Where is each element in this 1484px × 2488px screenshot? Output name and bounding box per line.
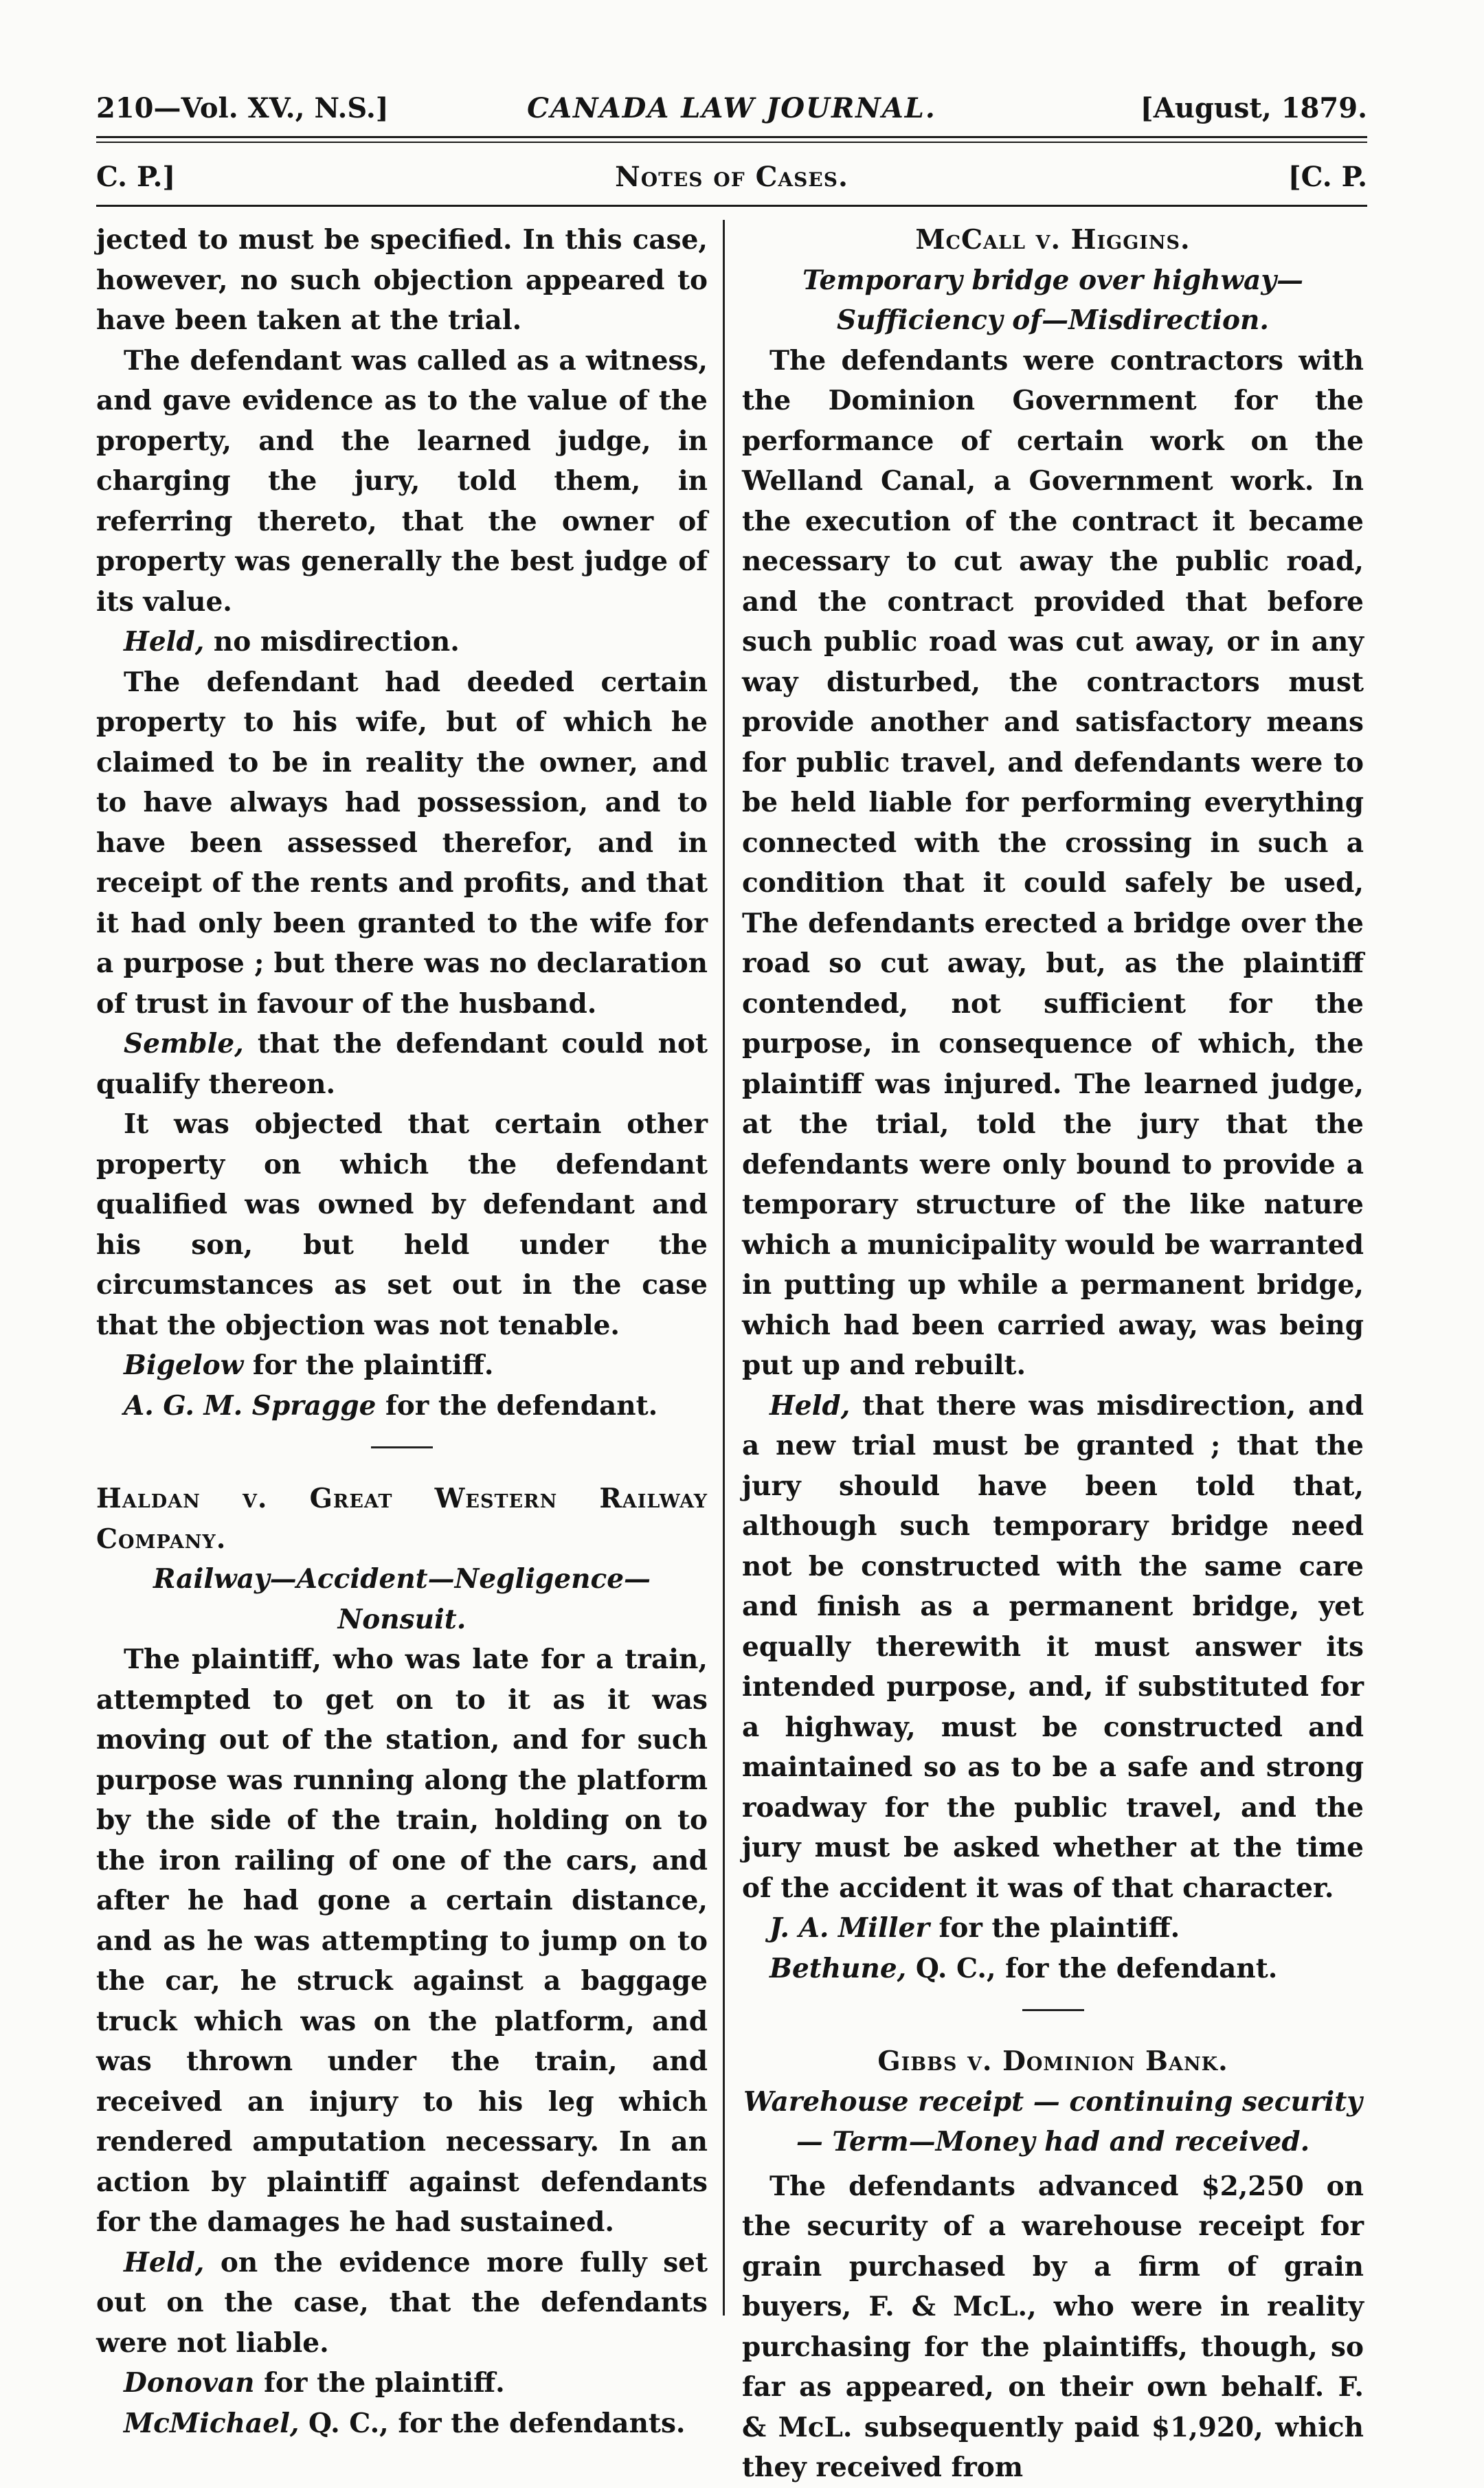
- column-divider: [723, 220, 725, 2316]
- counsel-name: A. G. M. Spragge: [124, 1389, 376, 1422]
- journal-title: CANADA LAW JOURNAL.: [527, 92, 936, 124]
- held-paragraph: [96, 2243, 708, 2364]
- case-subtitle: Warehouse receipt — continuing security — Term—Money had and received.: [743, 2085, 1362, 2158]
- held-paragraph: [742, 1386, 1364, 1909]
- running-head: [96, 88, 1367, 126]
- counsel-role: Q. C., for the defendant.: [906, 1952, 1278, 1984]
- semble-text: that the defendant could not qualify thereon.: [96, 1028, 708, 1100]
- counsel-line: [96, 1386, 708, 1426]
- counsel-name: McMichael,: [124, 2407, 300, 2439]
- header-rule-bottom: [96, 142, 1367, 143]
- counsel-role: for the plaintiff.: [929, 1912, 1180, 1944]
- counsel-line: [742, 1949, 1364, 1989]
- case-title: Gibbs v. Dominion Bank.: [877, 2046, 1228, 2077]
- court-left: C. P.]: [96, 161, 176, 193]
- counsel-role: for the plaintiff.: [243, 1349, 494, 1381]
- paragraph: The defendants were contractors with the Dominion Government for the performance of certain work on the Welland Canal, a Government work. In the execution of the contract it became necessary to cut away the public road, and the contract provided that before such public road was cut away, or in any way disturbed, the contractors must provide another and satisfactory means for public travel, and defendants were to be held liable for performing everything connected with the crossing in such a condition that it could safely be used, The defendants erected a bridge over the road so cut away, but, as the plaintiff contended, not sufficient for the purpose, in consequence of which, the plaintiff was injured. The learned judge, at the trial, told the jury that the defendants were only bound to provide a temporary structure of the like nature which a municipality would be warranted in putting up while a permanent bridge, which had been carried away, was being put up and rebuilt.: [742, 344, 1364, 1381]
- paragraph: The plaintiff, who was late for a train, attempted to get on to it as it was moving out of the station, and for such purpose was running along the platform by the side of the train, holding on to the iron railing of one of the cars, and after he had gone a certain distance, and as he was attempting to jump on to the car, he struck against a baggage truck which was on the platform, and was thrown under the train, and received an injury to his leg which rendered amputation necessary. In an action by plaintiff against defendants for the damages he had sustained.: [96, 1644, 708, 2238]
- paragraph: jected to must be specified. In this case, however, no such objection appeared to have been taken at the trial.: [96, 224, 708, 336]
- counsel-role: for the defendant.: [376, 1389, 658, 1422]
- counsel-name: Donovan: [124, 2367, 255, 2399]
- header-rule-top: [96, 136, 1367, 138]
- section-rule: [96, 205, 1367, 207]
- held-text: no misdirection.: [204, 626, 460, 658]
- paragraph: The defendants advanced $2,250 on the security of a warehouse receipt for grain purchased by a firm of grain buyers, F. & McL., who were in reality purchasing for the plaintiffs, though, so far as appeared, on their own behalf. F. & McL. subsequently paid $1,920, which they received from: [742, 2170, 1364, 2483]
- case-title: McCall v. Higgins.: [915, 224, 1191, 256]
- court-right: [C. P.: [1288, 161, 1367, 193]
- counsel-line: [96, 2403, 708, 2444]
- held-label: Held,: [124, 626, 205, 658]
- case-title: Haldan v. Great Western Railway Company.: [96, 1483, 708, 1555]
- counsel-role: Q. C., for the defendants.: [299, 2407, 686, 2439]
- paragraph: The defendant had deeded certain property to his wife, but of which he claimed to be in reality the owner, and to have always had possession, and to have been assessed therefor, and in receipt of the rents and profits, and that it had only been granted to the wife for a purpose ; but there was no declaration of trust in favour of the husband.: [96, 666, 708, 1020]
- case-subtitle: Temporary bridge over highway—Sufficiency of—Misdirection.: [802, 264, 1303, 336]
- paragraph: It was objected that certain other property on which the defendant qualified was owned by defendant and his son, but held under the circumstances as set out in the case that the objection was not tenable.: [96, 1108, 708, 1341]
- case-separator: [1022, 2009, 1084, 2011]
- left-column: [96, 220, 708, 2443]
- section-title: Notes of Cases.: [615, 161, 848, 193]
- counsel-line: [742, 1908, 1364, 1949]
- counsel-name: Bethune,: [769, 1952, 907, 1984]
- held-text: on the evidence more fully set out on the case, that the defendants were not liable.: [96, 2246, 708, 2359]
- case-subtitle: Railway—Accident—Negligence—Nonsuit.: [153, 1563, 651, 1635]
- semble-paragraph: [96, 1024, 708, 1104]
- semble-label: Semble,: [124, 1028, 244, 1060]
- counsel-line: [96, 1345, 708, 1386]
- right-column: [742, 220, 1364, 2488]
- counsel-line: [96, 2363, 708, 2403]
- held-paragraph: [96, 622, 708, 662]
- page-number-volume: 210—Vol. XV., N.S.]: [96, 92, 389, 124]
- held-label: Held,: [124, 2246, 205, 2278]
- counsel-name: Bigelow: [124, 1349, 244, 1381]
- held-text: that there was misdirection, and a new trial must be granted ; that the jury should have been told that, although such temporary bridge need not be constructed with the same care and finish as a permanent bridge, yet equally therewith it must answer its intended purpose, and, if substituted for a highway, must be constructed and maintained so as to be a safe and strong roadway for the public travel, and the jury must be asked whether at the time of the accident it was of that character.: [742, 1389, 1364, 1904]
- counsel-name: J. A. Miller: [769, 1912, 930, 1944]
- section-head: [96, 155, 1367, 197]
- case-separator: [371, 1446, 433, 1448]
- issue-date: [August, 1879.: [1140, 92, 1367, 124]
- held-label: Held,: [769, 1389, 851, 1422]
- paragraph: The defendant was called as a witness, and gave evidence as to the value of the property, and the learned judge, in charging the jury, told them, in referring thereto, that the owner of property was generally the best judge of its value.: [96, 344, 708, 618]
- counsel-role: for the plaintiff.: [254, 2367, 505, 2399]
